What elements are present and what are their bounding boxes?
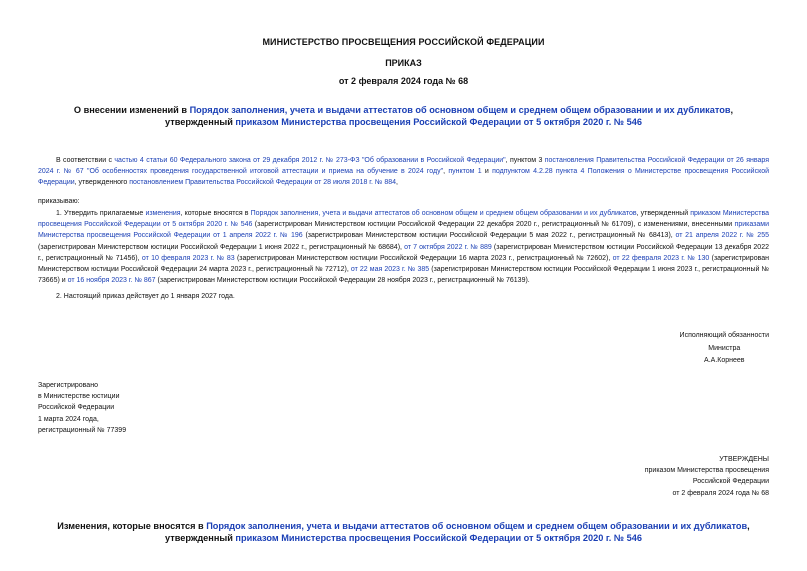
link-order-83[interactable]: от 10 февраля 2023 г. № 83 bbox=[141, 254, 235, 262]
signature-name: А.А.Корнеев bbox=[704, 357, 745, 365]
item-1-text: (зарегистрирован Министерством юстиции Российской Федерации 22 декабря 2020 г., регистрационный № 61709), с изменениями, внесенными bbox=[252, 221, 735, 229]
item-2-paragraph: 2. Настоящий приказ действует до 1 января 2027 года. bbox=[56, 293, 235, 300]
order-word: приказываю: bbox=[38, 198, 80, 205]
preamble-text: , пунктом 3 bbox=[505, 157, 545, 164]
title-text: , утвержденный bbox=[164, 105, 734, 127]
link-order-130[interactable]: от 22 февраля 2023 г. № 130 bbox=[612, 254, 710, 262]
item-1-paragraph bbox=[38, 208, 769, 286]
link-resolution-67[interactable]: постановления Правительства Российской Федерации от 26 января 2024 г. № 67 "Об особенностях проведения государственной итоговой аттестации и приема на обучение в 2024 году" bbox=[38, 157, 769, 176]
registration-line: 1 марта 2024 года, bbox=[38, 415, 99, 423]
link-order-385[interactable]: от 22 мая 2023 г. № 385 bbox=[350, 266, 430, 274]
item-1-text: (зарегистрирован Министерством юстиции Российской Федерации 28 ноября 2023 г., регистрационный № 76139). bbox=[155, 277, 530, 285]
item-1-text: , которые вносятся в bbox=[180, 210, 251, 217]
item-1-text: (зарегистрирован Министерством юстиции Российской Федерации 5 мая 2022 г., регистрационный № 68413), bbox=[302, 232, 676, 240]
date-number-heading: от 2 февраля 2024 года № 68 bbox=[338, 76, 469, 86]
approval-block bbox=[645, 454, 769, 499]
link-point-1[interactable]: пунктом 1 bbox=[448, 168, 482, 176]
preamble-text: , bbox=[396, 179, 398, 187]
registration-line: Российской Федерации bbox=[38, 404, 115, 412]
link-subpoint-4-2-28[interactable]: подпунктом 4.2.28 пункта 4 Положения о Министерстве просвещения Российской Федерации bbox=[38, 168, 770, 187]
item-1-text: (зарегистрирован Министерством юстиции Российской Федерации 16 марта 2023 г., регистрационный № 72602), bbox=[234, 254, 613, 262]
link-procedure[interactable]: Порядок заполнения, учета и выдачи аттестатов об основном общем и среднем общем образовании и их дубликатов bbox=[250, 210, 637, 217]
item-1-text: , утвержденный bbox=[636, 210, 691, 217]
link-procedure[interactable]: Порядок заполнения, учета и выдачи аттестатов об основном общем и среднем общем образовании и их дубликатов bbox=[189, 105, 731, 115]
item-1-text: (зарегистрирован Министерством юстиции Российской Федерации 1 июня 2022 г., регистрационный № 68684), bbox=[38, 243, 405, 251]
preamble-paragraph bbox=[38, 155, 769, 189]
item-1-text: (зарегистрирован Министерством юстиции Российской Федерации 1 июня 2023 г., регистрационный № 73665) и bbox=[38, 266, 769, 285]
registration-line: в Министерстве юстиции bbox=[38, 393, 120, 401]
registration-line: регистрационный № 77399 bbox=[38, 426, 127, 434]
approval-line: Российской Федерации bbox=[692, 478, 769, 486]
annex-title-text: , утвержденный bbox=[164, 521, 750, 543]
annex-title bbox=[50, 520, 757, 544]
link-order-546[interactable]: приказом Министерства просвещения Российской Федерации от 5 октября 2020 г. № 546 bbox=[235, 533, 643, 543]
signature-block bbox=[680, 330, 769, 368]
link-order-255[interactable]: от 21 апреля 2022 г. № 255 bbox=[675, 232, 769, 240]
link-order-196[interactable]: приказами Министерства просвещения Российской Федерации от 1 апреля 2022 г. № 196 bbox=[38, 221, 769, 240]
order-title bbox=[50, 104, 757, 128]
link-law-273[interactable]: частью 4 статьи 60 Федерального закона от 29 декабря 2012 г. № 273-ФЗ "Об образовании в Российской Федерации" bbox=[114, 157, 506, 164]
preamble-text: , bbox=[443, 168, 449, 176]
title-text: О внесении изменений в bbox=[73, 105, 190, 115]
approval-line: приказом Министерства просвещения bbox=[644, 467, 769, 475]
preamble-text: В соответствии с bbox=[56, 157, 115, 164]
link-order-867[interactable]: от 16 ноября 2023 г. № 867 bbox=[67, 277, 156, 285]
ministry-heading: МИНИСТЕРСТВО ПРОСВЕЩЕНИЯ РОССИЙСКОЙ ФЕДЕРАЦИИ bbox=[262, 37, 545, 47]
signature-title: Министра bbox=[708, 344, 741, 352]
link-order-546[interactable]: приказом Министерства просвещения Российской Федерации от 5 октября 2020 г. № 546 bbox=[38, 210, 769, 229]
item-1-text: 1. Утвердить прилагаемые bbox=[56, 210, 146, 217]
link-changes[interactable]: изменения bbox=[145, 210, 181, 217]
link-order-889[interactable]: от 7 октября 2022 г. № 889 bbox=[404, 243, 492, 251]
link-procedure[interactable]: Порядок заполнения, учета и выдачи аттестатов об основном общем и среднем общем образовании и их дубликатов bbox=[206, 521, 748, 531]
doc-type-heading: ПРИКАЗ bbox=[385, 58, 422, 68]
link-order-546[interactable]: приказом Министерства просвещения Российской Федерации от 5 октября 2020 г. № 546 bbox=[235, 117, 643, 127]
signature-position: Исполняющий обязанности bbox=[679, 332, 769, 339]
item-1-text: (зарегистрирован Министерством юстиции Российской Федерации 13 декабря 2022 г., регистрационный № 71456), bbox=[38, 243, 769, 262]
approval-line: УТВЕРЖДЕНЫ bbox=[719, 456, 769, 463]
approval-line: от 2 февраля 2024 года № 68 bbox=[672, 489, 769, 497]
registration-line: Зарегистрировано bbox=[38, 382, 98, 389]
annex-title-text: Изменения, которые вносятся в bbox=[57, 521, 207, 531]
preamble-text: и bbox=[481, 168, 493, 176]
link-resolution-884[interactable]: постановлением Правительства Российской Федерации от 28 июля 2018 г. № 884 bbox=[129, 179, 397, 187]
preamble-text: , утвержденного bbox=[74, 179, 130, 187]
registration-block bbox=[38, 380, 126, 436]
item-1-text: (зарегистрирован Министерством юстиции Российской Федерации 24 марта 2023 г., регистрационный № 72712), bbox=[38, 254, 769, 274]
